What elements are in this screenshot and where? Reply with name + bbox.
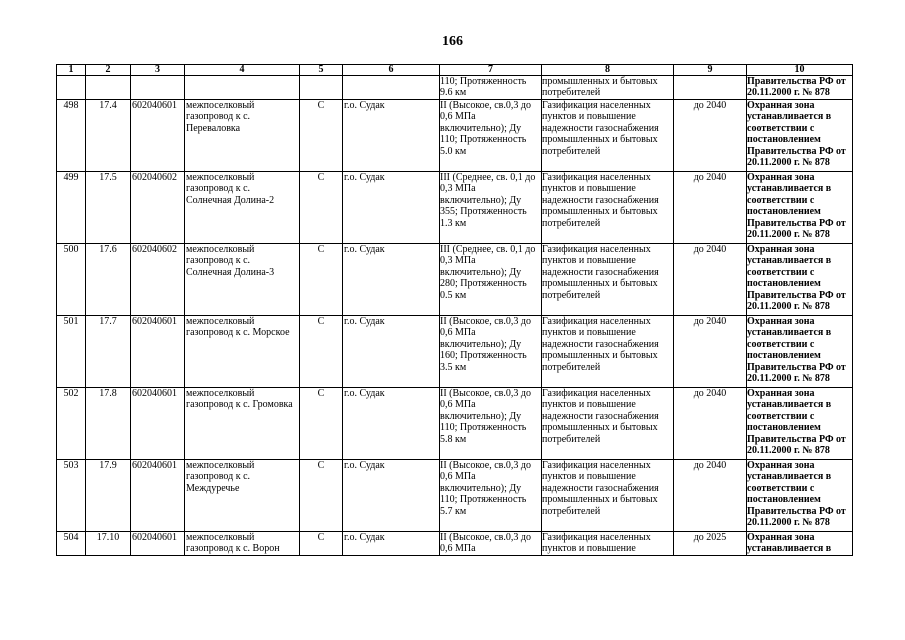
- table-cell: 17.10: [86, 532, 131, 556]
- column-header: 10: [747, 65, 853, 76]
- table-cell: Охранная зона устанавливается в соответствии с постановлением Правительства РФ от 20.11.2000 г. № 878: [747, 460, 853, 532]
- table-cell: Охранная зона устанавливается в соответствии с постановлением Правительства РФ от 20.11.2000 г. № 878: [747, 388, 853, 460]
- table-cell: г.о. Судак: [343, 532, 440, 556]
- table-row: [57, 316, 853, 388]
- table-cell: Газификация населенных пунктов и повышение надежности газоснабжения промышленных и бытовых потребителей: [542, 316, 674, 388]
- table-row: [57, 388, 853, 460]
- table-cell: 602040602: [131, 172, 185, 244]
- table-cell: межпоселковый газопровод к с. Солнечная Долина-3: [185, 244, 300, 316]
- table-cell: II (Высокое, св.0,3 до 0,6 МПа: [440, 532, 542, 556]
- table-cell: межпоселковый газопровод к с. Морское: [185, 316, 300, 388]
- table-cell: г.о. Судак: [343, 316, 440, 388]
- table-cell: II (Высокое, св.0,3 до 0,6 МПа включительно); Ду 110; Протяженность 5.8 км: [440, 388, 542, 460]
- continuation-row: [57, 76, 853, 100]
- table-cell: 502: [57, 388, 86, 460]
- table-row: [57, 172, 853, 244]
- table-cell: промышленных и бытовых потребителей: [542, 76, 674, 100]
- table-cell: 17.5: [86, 172, 131, 244]
- column-header: 2: [86, 65, 131, 76]
- table-cell: С: [300, 316, 343, 388]
- table-cell: 503: [57, 460, 86, 532]
- table-cell: 602040601: [131, 100, 185, 172]
- table-cell: 602040601: [131, 460, 185, 532]
- table-cell: 499: [57, 172, 86, 244]
- table-cell: 602040601: [131, 388, 185, 460]
- table-cell: межпоселковый газопровод к с. Ворон: [185, 532, 300, 556]
- table-cell: II (Высокое, св.0,3 до 0,6 МПа включительно); Ду 110; Протяженность 5.7 км: [440, 460, 542, 532]
- column-header: 4: [185, 65, 300, 76]
- table-cell: 500: [57, 244, 86, 316]
- table-header-row: [57, 65, 853, 76]
- table-cell: Газификация населенных пунктов и повышение надежности газоснабжения промышленных и бытовых потребителей: [542, 100, 674, 172]
- table-cell: II (Высокое, св.0,3 до 0,6 МПа включительно); Ду 160; Протяженность 3.5 км: [440, 316, 542, 388]
- table-cell: Охранная зона устанавливается в соответствии с постановлением Правительства РФ от 20.11.2000 г. № 878: [747, 244, 853, 316]
- table-cell: Газификация населенных пунктов и повышение: [542, 532, 674, 556]
- table-cell: [57, 76, 86, 100]
- table-cell: г.о. Судак: [343, 172, 440, 244]
- table-row: [57, 532, 853, 556]
- table-cell: 110; Протяженность 9.6 км: [440, 76, 542, 100]
- table-cell: [674, 76, 747, 100]
- table-cell: 17.6: [86, 244, 131, 316]
- table-cell: до 2040: [674, 244, 747, 316]
- table-cell: Охранная зона устанавливается в: [747, 532, 853, 556]
- table-cell: до 2025: [674, 532, 747, 556]
- table-row: [57, 244, 853, 316]
- column-header: 1: [57, 65, 86, 76]
- table-cell: Охранная зона устанавливается в соответствии с постановлением Правительства РФ от 20.11.2000 г. № 878: [747, 316, 853, 388]
- table-cell: межпоселковый газопровод к с. Солнечная Долина-2: [185, 172, 300, 244]
- table-cell: Охранная зона устанавливается в соответствии с постановлением Правительства РФ от 20.11.2000 г. № 878: [747, 100, 853, 172]
- table-cell: межпоселковый газопровод к с. Междуречье: [185, 460, 300, 532]
- column-header: 8: [542, 65, 674, 76]
- table-cell: 504: [57, 532, 86, 556]
- table-cell: до 2040: [674, 316, 747, 388]
- table-cell: [343, 76, 440, 100]
- table-cell: 17.4: [86, 100, 131, 172]
- table-cell: Газификация населенных пунктов и повышение надежности газоснабжения промышленных и бытовых потребителей: [542, 244, 674, 316]
- table-cell: С: [300, 532, 343, 556]
- table-cell: [185, 76, 300, 100]
- table-row: [57, 460, 853, 532]
- column-header: 7: [440, 65, 542, 76]
- table-cell: 602040601: [131, 316, 185, 388]
- table-cell: до 2040: [674, 388, 747, 460]
- table-cell: 602040601: [131, 532, 185, 556]
- table-cell: С: [300, 172, 343, 244]
- table-cell: 501: [57, 316, 86, 388]
- gas-pipeline-table: [56, 64, 853, 556]
- table-cell: 602040602: [131, 244, 185, 316]
- table-cell: Газификация населенных пунктов и повышение надежности газоснабжения промышленных и бытовых потребителей: [542, 172, 674, 244]
- table-cell: 17.7: [86, 316, 131, 388]
- table-cell: г.о. Судак: [343, 388, 440, 460]
- table-cell: III (Среднее, св. 0,1 до 0,3 МПа включительно); Ду 280; Протяженность 0.5 км: [440, 244, 542, 316]
- table-cell: 17.8: [86, 388, 131, 460]
- table-cell: С: [300, 100, 343, 172]
- column-header: 6: [343, 65, 440, 76]
- table-cell: межпоселковый газопровод к с. Громовка: [185, 388, 300, 460]
- table-cell: С: [300, 460, 343, 532]
- table-cell: 17.9: [86, 460, 131, 532]
- column-header: 3: [131, 65, 185, 76]
- table-cell: до 2040: [674, 100, 747, 172]
- table-cell: Газификация населенных пунктов и повышение надежности газоснабжения промышленных и бытовых потребителей: [542, 460, 674, 532]
- table-cell: С: [300, 244, 343, 316]
- table-cell: г.о. Судак: [343, 244, 440, 316]
- table-cell: межпоселковый газопровод к с. Переваловка: [185, 100, 300, 172]
- table-cell: 498: [57, 100, 86, 172]
- table-cell: [86, 76, 131, 100]
- table-cell: Газификация населенных пунктов и повышение надежности газоснабжения промышленных и бытовых потребителей: [542, 388, 674, 460]
- table-cell: Охранная зона устанавливается в соответствии с постановлением Правительства РФ от 20.11.2000 г. № 878: [747, 172, 853, 244]
- table-cell: [300, 76, 343, 100]
- table-cell: Правительства РФ от 20.11.2000 г. № 878: [747, 76, 853, 100]
- table-cell: г.о. Судак: [343, 460, 440, 532]
- table-cell: [131, 76, 185, 100]
- table-cell: до 2040: [674, 172, 747, 244]
- table-cell: С: [300, 388, 343, 460]
- column-header: 5: [300, 65, 343, 76]
- column-header: 9: [674, 65, 747, 76]
- table-cell: г.о. Судак: [343, 100, 440, 172]
- page-number: 166: [442, 34, 463, 49]
- table-cell: III (Среднее, св. 0,1 до 0,3 МПа включительно); Ду 355; Протяженность 1.3 км: [440, 172, 542, 244]
- table-row: [57, 100, 853, 172]
- table-cell: II (Высокое, св.0,3 до 0,6 МПа включительно); Ду 110; Протяженность 5.0 км: [440, 100, 542, 172]
- table-cell: до 2040: [674, 460, 747, 532]
